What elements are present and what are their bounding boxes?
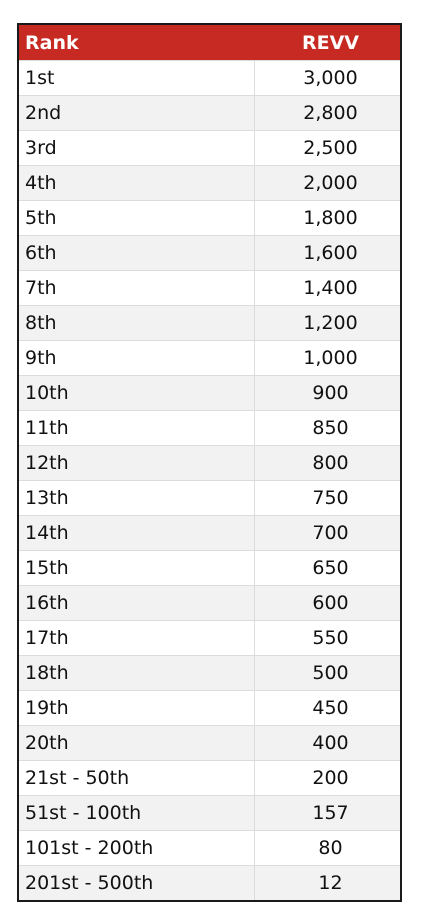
revv-cell: 650 xyxy=(312,557,349,579)
rank-cell: 17th xyxy=(19,621,255,655)
header-revv: REVV xyxy=(301,31,360,54)
revv-cell: 550 xyxy=(312,627,349,649)
rank-cell: 10th xyxy=(19,376,255,410)
revv-cell: 450 xyxy=(312,697,349,719)
table-row xyxy=(19,270,400,305)
rank-cell: 16th xyxy=(19,586,255,620)
table-row xyxy=(19,340,400,375)
table-row xyxy=(19,515,400,550)
revv-cell: 800 xyxy=(312,452,349,474)
table-row xyxy=(19,655,400,690)
table-row xyxy=(19,95,400,130)
rank-cell: 21st - 50th xyxy=(19,761,255,795)
rank-cell: 20th xyxy=(19,726,255,760)
rank-cell: 13th xyxy=(19,481,255,515)
rank-cell: 5th xyxy=(19,201,255,235)
revv-cell: 850 xyxy=(312,417,349,439)
revv-cell: 1,600 xyxy=(303,242,358,264)
table-row xyxy=(19,795,400,830)
table-row xyxy=(19,550,400,585)
table-body xyxy=(19,60,400,900)
revv-cell: 1,200 xyxy=(303,312,358,334)
rank-cell: 8th xyxy=(19,306,255,340)
rank-cell: 6th xyxy=(19,236,255,270)
table-row xyxy=(19,865,400,900)
table-row xyxy=(19,410,400,445)
revv-cell: 157 xyxy=(312,802,349,824)
rank-cell: 101st - 200th xyxy=(19,831,255,865)
rank-cell: 18th xyxy=(19,656,255,690)
rewards-table xyxy=(17,23,402,902)
rank-cell: 19th xyxy=(19,691,255,725)
table-row xyxy=(19,830,400,865)
revv-cell: 1,000 xyxy=(303,347,358,369)
rank-cell: 12th xyxy=(19,446,255,480)
revv-cell: 2,500 xyxy=(303,137,358,159)
table-row xyxy=(19,305,400,340)
revv-cell: 1,800 xyxy=(303,207,358,229)
rank-cell: 201st - 500th xyxy=(19,866,255,900)
rank-cell: 11th xyxy=(19,411,255,445)
table-row xyxy=(19,480,400,515)
rank-cell: 4th xyxy=(19,166,255,200)
table-header xyxy=(19,25,400,60)
rank-cell: 3rd xyxy=(19,131,255,165)
rank-cell: 15th xyxy=(19,551,255,585)
revv-cell: 2,000 xyxy=(303,172,358,194)
table-row xyxy=(19,165,400,200)
rank-cell: 51st - 100th xyxy=(19,796,255,830)
table-row xyxy=(19,130,400,165)
table-row xyxy=(19,375,400,410)
revv-cell: 750 xyxy=(312,487,349,509)
table-row xyxy=(19,620,400,655)
table-row xyxy=(19,200,400,235)
rank-cell: 1st xyxy=(19,61,255,95)
rank-cell: 2nd xyxy=(19,96,255,130)
table-row xyxy=(19,235,400,270)
revv-cell: 400 xyxy=(312,732,349,754)
table-row xyxy=(19,690,400,725)
table-row xyxy=(19,725,400,760)
header-rank: Rank xyxy=(25,31,79,54)
revv-cell: 600 xyxy=(312,592,349,614)
revv-cell: 200 xyxy=(312,767,349,789)
rank-cell: 7th xyxy=(19,271,255,305)
revv-cell: 80 xyxy=(318,837,343,859)
revv-cell: 3,000 xyxy=(303,67,358,89)
revv-cell: 1,400 xyxy=(303,277,358,299)
revv-cell: 500 xyxy=(312,662,349,684)
revv-cell: 2,800 xyxy=(303,102,358,124)
table-row xyxy=(19,445,400,480)
revv-cell: 700 xyxy=(312,522,349,544)
rank-cell: 14th xyxy=(19,516,255,550)
table-row xyxy=(19,585,400,620)
table-row xyxy=(19,60,400,95)
revv-cell: 12 xyxy=(318,872,343,894)
table-row xyxy=(19,760,400,795)
revv-cell: 900 xyxy=(312,382,349,404)
rank-cell: 9th xyxy=(19,341,255,375)
